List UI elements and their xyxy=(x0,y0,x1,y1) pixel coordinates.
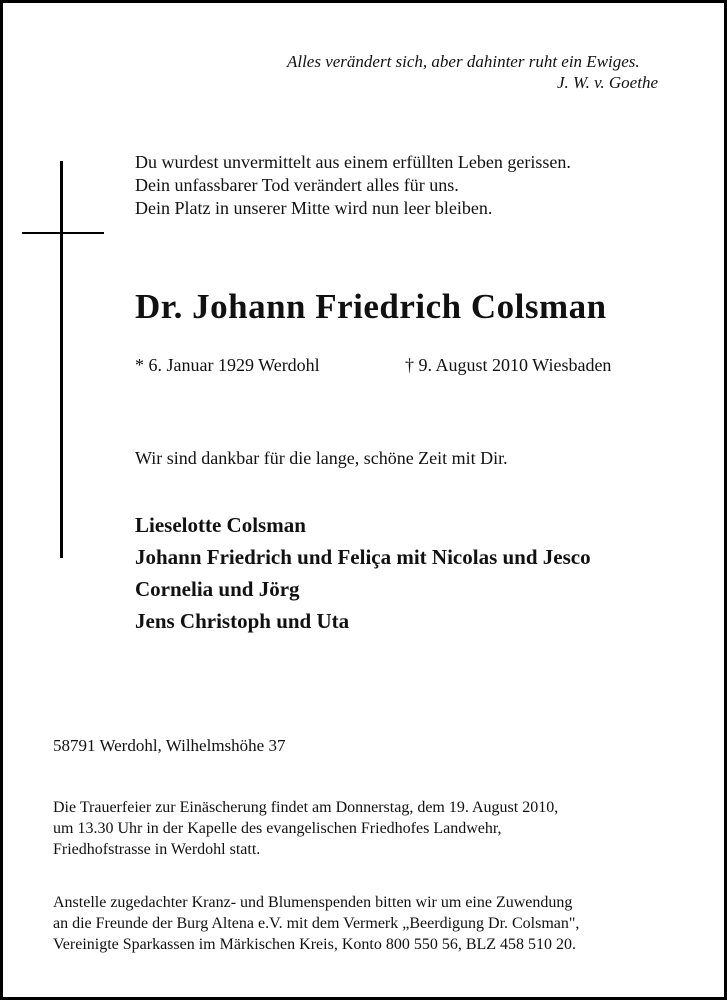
deceased-name: Dr. Johann Friedrich Colsman xyxy=(135,287,607,326)
intro-line: Dein unfassbarer Tod verändert alles für uns. xyxy=(135,175,459,195)
donation-line: Anstelle zugedachter Kranz- und Blumenspenden bitten wir um eine Zuwendung xyxy=(53,894,573,911)
donation-line: Vereinigte Sparkassen im Märkischen Kreis, Konto 800 550 56, BLZ 458 510 20. xyxy=(53,936,577,953)
life-dates xyxy=(135,355,612,376)
birth-date: * 6. Januar 1929 Werdohl xyxy=(135,355,320,375)
donation-info xyxy=(53,892,713,955)
funeral-ceremony-info xyxy=(53,797,713,860)
family-member: Lieselotte Colsman xyxy=(135,513,306,537)
intro-line: Du wurdest unvermittelt aus einem erfüllten Leben gerissen. xyxy=(135,152,571,172)
quote-author: J. W. v. Goethe xyxy=(556,73,658,92)
death-date: † 9. August 2010 Wiesbaden xyxy=(405,355,612,375)
family-member: Jens Christoph und Uta xyxy=(135,609,350,633)
family-member: Johann Friedrich und Feliça mit Nicolas und Jesco xyxy=(135,545,591,569)
goethe-quote xyxy=(287,51,658,93)
intro-text xyxy=(135,151,695,220)
cross-horizontal-bar xyxy=(22,232,104,234)
ceremony-line: Friedhofstrasse in Werdohl statt. xyxy=(53,841,261,858)
donation-line: an die Freunde der Burg Altena e.V. mit dem Vermerk „Beerdigung Dr. Colsman", xyxy=(53,915,580,932)
intro-line: Dein Platz in unserer Mitte wird nun leer bleiben. xyxy=(135,198,493,218)
family-member: Cornelia und Jörg xyxy=(135,577,300,601)
cross-vertical-bar xyxy=(60,161,63,558)
thanks-text: Wir sind dankbar für die lange, schöne Zeit mit Dir. xyxy=(135,448,508,468)
ceremony-line: um 13.30 Uhr in der Kapelle des evangelischen Friedhofes Landwehr, xyxy=(53,820,502,837)
family-list xyxy=(135,509,715,637)
quote-text: Alles verändert sich, aber dahinter ruht ein Ewiges. xyxy=(286,52,640,71)
mourning-address: 58791 Werdohl, Wilhelmshöhe 37 xyxy=(53,736,286,755)
ceremony-line: Die Trauerfeier zur Einäscherung findet am Donnerstag, dem 19. August 2010, xyxy=(53,799,559,816)
